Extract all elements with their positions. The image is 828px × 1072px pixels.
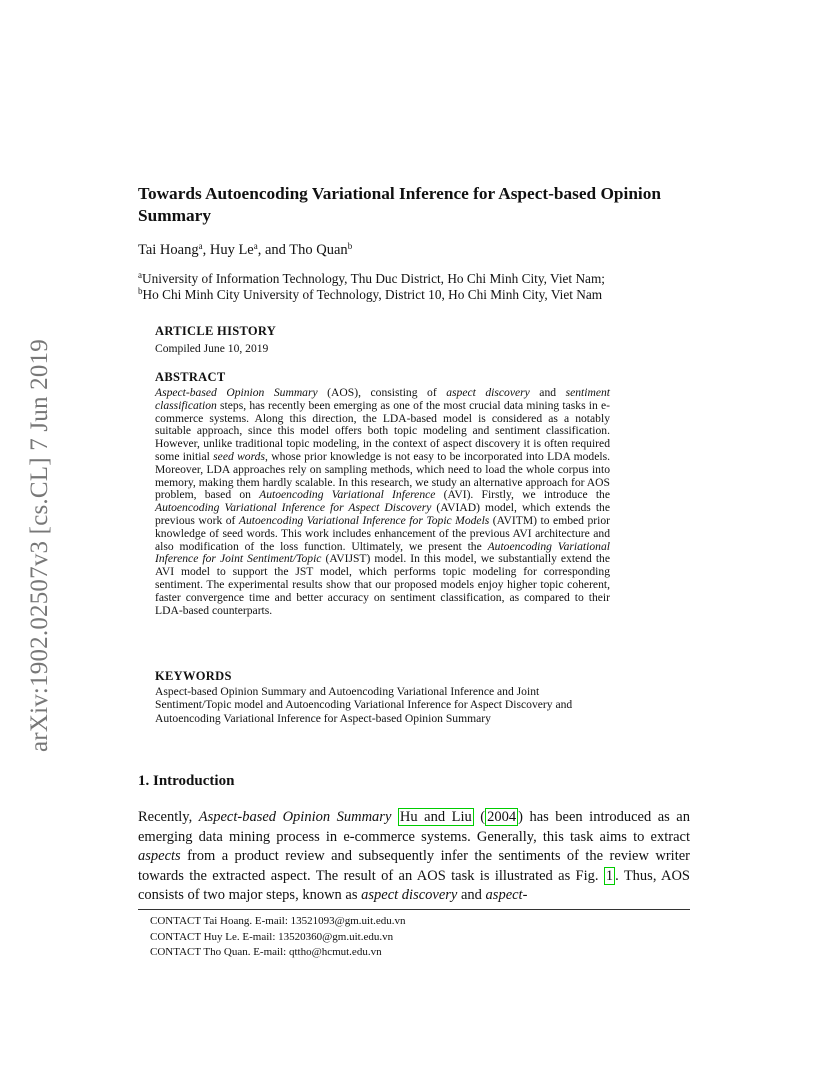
figure-reference-link[interactable]: 1 — [605, 867, 614, 884]
contact-footnote: CONTACT Tho Quan. E-mail: qttho@hcmut.edu.vn — [150, 946, 382, 958]
introduction-paragraph: Recently, Aspect-based Opinion Summary Hu and Liu ( 2004 ) has been introduced as an emerging data mining process in e-commerce systems. Generally, this task aims to extract aspects from a product review and subsequently infer the sentiments of the review writer towards the extracted aspect. The result of an AOS task is illustrated as Fig. 1 . Thus, AOS consists of two major steps, known as aspect discovery and aspect- — [138, 809, 690, 904]
affiliation-text: University of Information Technology, Thu Duc District, Ho Chi Minh City, Viet Nam; — [142, 271, 605, 286]
contact-footnote: CONTACT Huy Le. E-mail: 13520360@gm.uit.edu.vn — [150, 931, 394, 943]
article-history-heading: ARTICLE HISTORY — [155, 324, 277, 338]
author-affiliation-mark: a — [253, 241, 258, 251]
author-affiliation-mark: b — [347, 241, 353, 251]
citation-link-year[interactable]: 2004 — [487, 809, 517, 825]
author-name: Tho Quan — [289, 242, 348, 258]
section-heading-introduction: 1. Introduction — [138, 773, 235, 789]
affiliation — [138, 286, 602, 303]
citation-link-authors[interactable]: Hu and Liu — [399, 809, 472, 825]
author-name: Tai Hoang — [138, 242, 199, 258]
abstract-text: Aspect-based Opinion Summary (AOS), consisting of aspect discovery and sentiment classification steps, has recently been emerging as one of the most crucial data mining tasks in e-commerce systems. Along this direction, the LDA-based model is considered as a notably suitable approach, since this model offers both topic modeling and sentiment classification. However, unlike traditional topic modeling, in the context of aspect discovery it is often required some initial seed words, whose prior knowledge is not easy to be incorporated into LDA models. Moreover, LDA approaches rely on sampling methods, which need to load the whole corpus into memory, making them hardly scalable. In this research, we study an alternative approach for AOS problem, based on Autoencoding Variational Inference (AVI). Firstly, we introduce the Autoencoding Variational Inference for Aspect Discovery (AVIAD) model, which extends the previous work of Autoencoding Variational Inference for Topic Models (AVITM) to embed prior knowledge of seed words. This work includes enhancement of the previous AVI architecture and also modification of the loss function. Ultimately, we present the Autoencoding Variational Inference for Joint Sentiment/Topic (AVIJST) model. In this model, we substantially extend the AVI model to support the JST model, which performs topic modeling for corresponding sentiment. The experimental results show that our proposed models enjoy higher topic coherent, faster convergence time and better accuracy on sentiment classification, as compared to their LDA-based counterparts. — [155, 386, 611, 617]
affiliation-mark: a — [138, 270, 142, 280]
author-name: Huy Le — [209, 242, 254, 258]
keywords-text: Aspect-based Opinion Summary and Autoencoding Variational Inference and Joint Sentiment/Topic model and Autoencoding Variational Inference for Aspect Discovery and Autoencoding Variational Inference for Aspect-based Opinion Summary — [155, 685, 573, 725]
arxiv-identifier: arXiv:1902.02507v3 [cs.CL] 7 Jun 2019 — [26, 339, 53, 752]
abstract-heading: ABSTRACT — [155, 370, 226, 384]
author-separator: , and — [257, 242, 290, 258]
affiliation-text: Ho Chi Minh City University of Technology, District 10, Ho Chi Minh City, Viet Nam — [142, 287, 603, 302]
compiled-date: Compiled June 10, 2019 — [155, 342, 269, 355]
contact-footnote: CONTACT Tai Hoang. E-mail: 13521093@gm.uit.edu.vn — [150, 915, 406, 927]
keywords-heading: KEYWORDS — [155, 669, 232, 683]
affiliation-mark: b — [138, 286, 143, 296]
author-list — [138, 241, 352, 259]
author-separator: , — [202, 242, 210, 258]
affiliation — [138, 270, 605, 287]
footnote-divider — [138, 909, 690, 910]
paper-title: Towards Autoencoding Variational Inference for Aspect-based Opinion Summary — [138, 184, 661, 225]
author-affiliation-mark: a — [198, 241, 203, 251]
